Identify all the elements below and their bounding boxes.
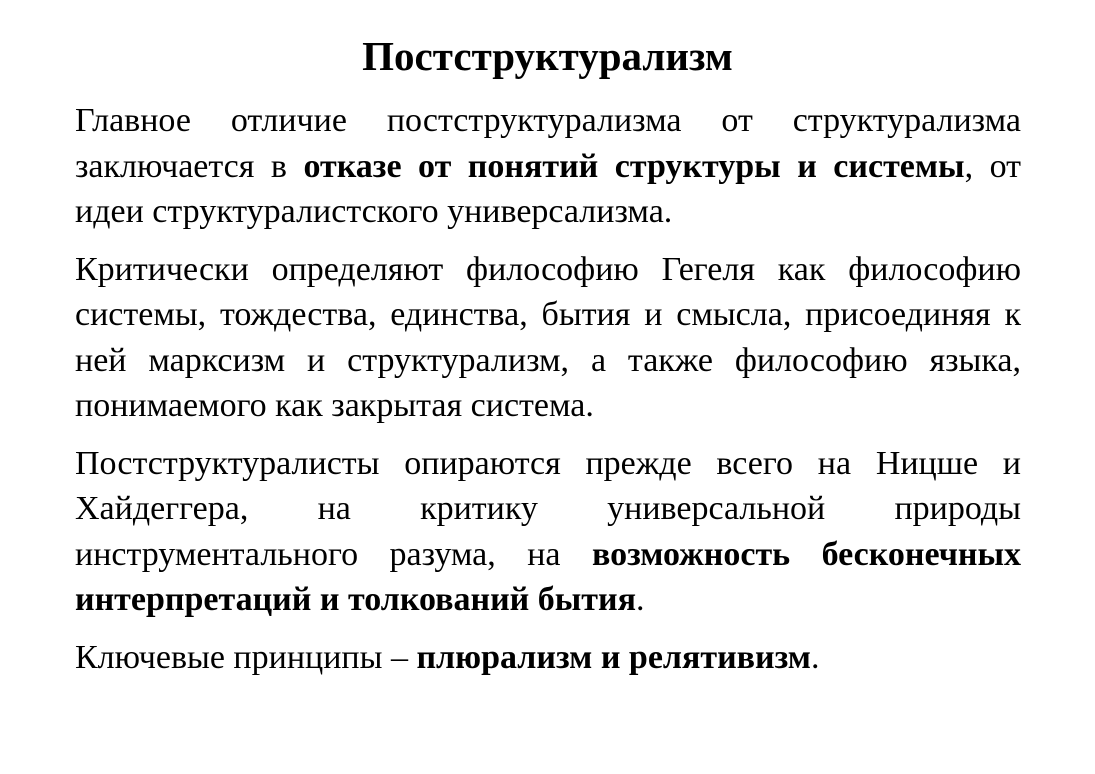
paragraph-emphasis: возможность бесконечных интерпретаций и толкований бытия <box>75 535 1022 618</box>
slide-title: Постструктурализм <box>362 33 733 79</box>
paragraph-text: Ключевые принципы – <box>75 638 417 676</box>
paragraph-text: Критически определяют философию Гегеля как философию системы, тождества, единства, бытия и смысла, присоединяя к ней марксизм и структурализм, а также философию языка, понимаемого как закрытая система. <box>75 250 1021 424</box>
paragraph-nietzsche-heidegger <box>75 441 1021 623</box>
paragraph-text: . <box>810 638 820 676</box>
paragraph-text: , от идеи структуралистского универсализма. <box>75 147 1021 230</box>
paragraph-main-difference <box>75 98 1021 235</box>
paragraph-hegel-critique <box>75 247 1021 429</box>
paragraph-text: Главное отличие постструктурализма от структурализма заключается в <box>75 102 1021 185</box>
paragraph-emphasis: плюрализм и релятивизм <box>416 638 811 676</box>
paragraph-key-principles <box>75 635 1021 681</box>
paragraph-emphasis: отказе от понятий структуры и системы <box>303 147 965 185</box>
paragraph-text: Постструктуралисты опираются прежде всего на Ницше и Хайдеггера, на критику универсальной природы инструментального разума, на <box>75 444 1021 573</box>
slide-body <box>75 98 1021 692</box>
paragraph-text: . <box>635 581 645 618</box>
